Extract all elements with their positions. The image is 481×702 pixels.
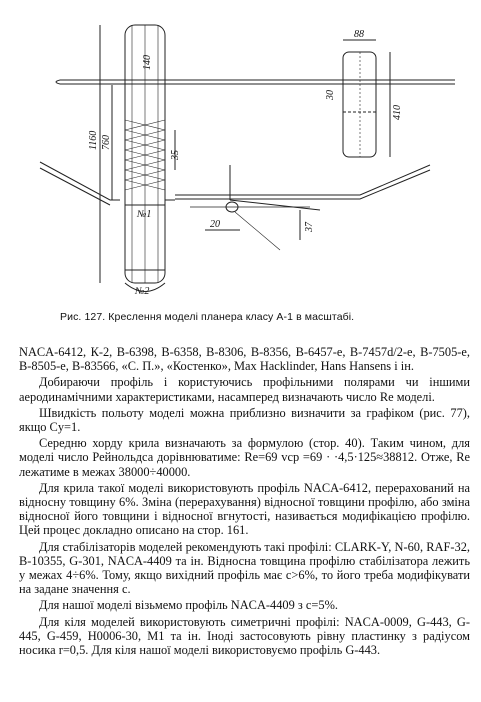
paragraph: Швидкість польоту моделі можна приблизно визначити за графіком (рис. 77), якщо Cy=1. (19, 405, 470, 435)
rib-label-1: №1 (137, 209, 152, 220)
paragraph: Добираючи профіль і користуючись профільними полярами чи іншими аеродинамічними характеристиками, насамперед визначають число Re моделі. (19, 375, 470, 404)
dim-140: 140 (142, 55, 153, 70)
dim-1160: 1160 (88, 130, 99, 150)
body-text (19, 345, 470, 659)
paragraph: Середню хорду крила визначають за формулою (стор. 40). Таким чином, для моделі число Рейнольдса дорівнюватиме: Re=69 vcp =69 · ·4,5·125≈38812. Отже, Re лежатиме в межах 38000÷40000. (19, 436, 470, 479)
dim-30: 30 (325, 90, 336, 100)
dim-88: 88 (354, 29, 364, 40)
paragraph: NACA-6412, К-2, В-6398, В-6358, В-8306, В-8356, В-6457-е, В-7457d/2-е, В-7505-е, В-8505-е, В-83566, «С. П.», «Костенко», Max Hacklinder, Hans Hansens і ін. (19, 345, 470, 374)
glider-drawing (0, 0, 481, 320)
dim-410: 410 (392, 105, 403, 120)
dim-760: 760 (101, 135, 112, 150)
rib-label-2: №2 (135, 286, 150, 297)
paragraph: Для стабілізаторів моделей рекомендують такі профілі: CLARK-Y, N-60, RAF-32, В-10355, G-301, NACA-4409 та ін. Відносна товщина профілю стабілізатора лежить у межах 4÷6%. Тому, якщо вихідний профіль має c>6%, то його треба модифікувати на задане значення c. (19, 539, 470, 597)
paragraph: Для нашої моделі візьмемо профіль NACA-4409 з c=5%. (39, 598, 338, 613)
figure-caption: Рис. 127. Креслення моделі планера класу А-1 в масштабі. (60, 311, 355, 323)
paragraph: Для крила такої моделі використовують профіль NACA-6412, перерахований на відносну товщину 6%. Зміна (перерахування) відносної товщини профілю, або зміна відносної його товщини і відносної вгнутості, називається модифікацією профілю. Цей процес докладно описано на стор. 161. (19, 480, 470, 538)
dim-20: 20 (210, 219, 220, 230)
dim-37: 37 (304, 222, 315, 232)
paragraph: Для кіля моделей використовують симетричні профілі: NACA-0009, G-443, G-445, G-459, H0006-30, M1 та ін. Іноді застосовують рівну пластинку з радіусом носика r=0,5. Для кіля нашої моделі використовуємо профіль G-443. (19, 614, 470, 658)
dim-35: 35 (170, 150, 181, 160)
